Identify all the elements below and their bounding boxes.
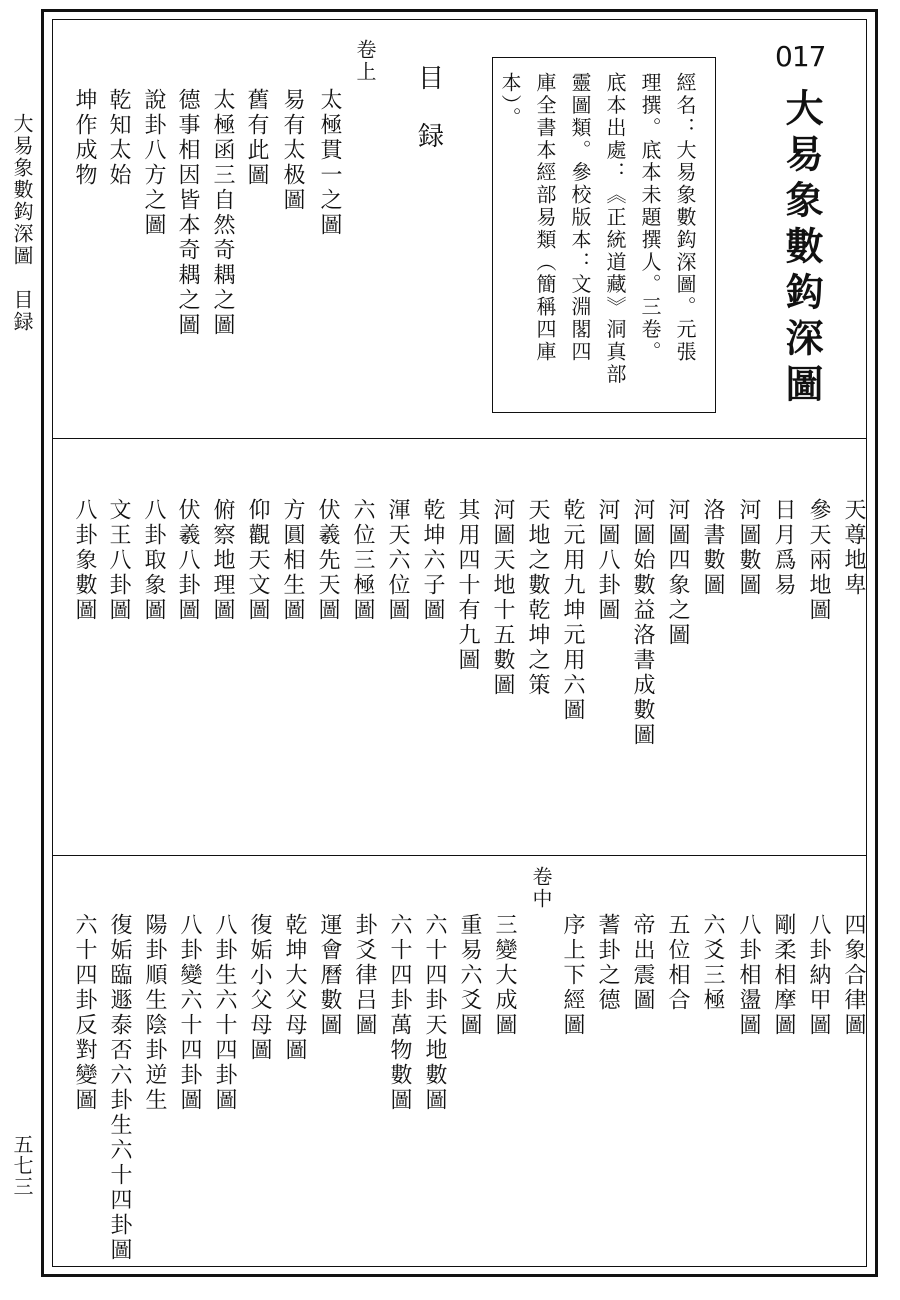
toc-entry: 八卦相盪圖 — [736, 913, 761, 1038]
section-divider — [53, 855, 866, 856]
toc-entry: 其用四十有九圖 — [455, 498, 480, 673]
toc-entry: 坤作成物 — [72, 88, 97, 188]
toc-entry: 八卦納甲圖 — [806, 913, 831, 1038]
toc-entry: 蓍卦之德 — [595, 913, 620, 1013]
toc-entry: 河圖數圖 — [736, 498, 761, 598]
toc-entry: 運會曆數圖 — [317, 913, 342, 1038]
info-line: 理撰。底本未題撰人。三卷。 — [638, 72, 662, 364]
toc-entry: 乾知太始 — [106, 88, 131, 188]
juan-zhong-label: 卷中 — [529, 866, 553, 910]
toc-entry: 渾天六位圖 — [385, 498, 410, 623]
toc-entry: 乾坤大父母圖 — [282, 913, 307, 1063]
toc-entry: 序上下經圖 — [560, 913, 585, 1038]
toc-entry: 易有太极圖 — [280, 88, 305, 213]
toc-entry: 太極貫一之圖 — [317, 88, 342, 238]
toc-entry: 方圓相生圖 — [280, 498, 305, 623]
toc-heading-char: 録 — [418, 122, 445, 152]
info-line: 庫全書本經部易類（簡稱四庫 — [533, 72, 557, 364]
toc-entry: 復姤小父母圖 — [247, 913, 272, 1063]
toc-entry: 文王八卦圖 — [106, 498, 131, 623]
toc-entry: 重易六爻圖 — [457, 913, 482, 1038]
bibliographic-info-box — [492, 57, 716, 413]
toc-entry: 參天兩地圖 — [806, 498, 831, 623]
info-line: 底本出處：《正統道藏》洞真部 — [603, 72, 627, 386]
toc-entry: 三變大成圖 — [492, 913, 517, 1038]
toc-entry: 六爻三極 — [700, 913, 725, 1013]
toc-entry: 洛書數圖 — [700, 498, 725, 598]
toc-entry: 八卦生六十四卦圖 — [212, 913, 237, 1113]
toc-entry: 復姤臨遯泰否六卦生六十四卦圖 — [107, 913, 132, 1263]
toc-entry: 伏羲八卦圖 — [175, 498, 200, 623]
toc-entry: 舊有此圖 — [244, 88, 269, 188]
info-line: 靈圖類。參校版本：文淵閣四 — [568, 72, 592, 364]
toc-entry: 天尊地卑 — [841, 498, 866, 598]
section-divider — [53, 438, 866, 439]
toc-entry: 天地之數乾坤之策 — [525, 498, 550, 698]
toc-entry: 乾元用九坤元用六圖 — [560, 498, 585, 723]
toc-entry: 四象合律圖 — [841, 913, 866, 1038]
info-line: 本）。 — [498, 72, 522, 130]
toc-entry: 卦爻律吕圖 — [352, 913, 377, 1038]
toc-entry: 太極函三自然奇耦之圖 — [210, 88, 235, 338]
toc-entry: 六十四卦萬物數圖 — [387, 913, 412, 1113]
toc-entry: 日月爲易 — [771, 498, 796, 598]
juan-shang-label: 卷上 — [353, 39, 377, 83]
toc-heading-char: 目 — [418, 64, 445, 94]
toc-entry: 乾坤六子圖 — [420, 498, 445, 623]
toc-heading — [418, 66, 444, 150]
side-running-title: 大易象數鈎深圖 目録 — [10, 113, 34, 333]
toc-entry: 河圖天地十五數圖 — [490, 498, 515, 698]
toc-entry: 六位三極圖 — [350, 498, 375, 623]
toc-entry: 仰觀天文圖 — [245, 498, 270, 623]
toc-entry: 河圖八卦圖 — [595, 498, 620, 623]
toc-entry: 說卦八方之圖 — [141, 88, 166, 238]
page-number: 五七三 — [10, 1134, 34, 1197]
toc-entry: 河圖四象之圖 — [665, 498, 690, 648]
toc-entry: 八卦取象圖 — [141, 498, 166, 623]
toc-entry: 伏羲先天圖 — [315, 498, 340, 623]
toc-entry: 八卦象數圖 — [72, 498, 97, 623]
toc-entry: 八卦變六十四卦圖 — [177, 913, 202, 1113]
info-line: 經名：大易象數鈎深圖。元張 — [673, 72, 697, 364]
toc-entry: 五位相合 — [665, 913, 690, 1013]
book-number: 017 — [775, 40, 826, 73]
toc-entry: 德事相因皆本奇耦之圖 — [175, 88, 200, 338]
toc-entry: 六十四卦反對變圖 — [72, 913, 97, 1113]
toc-entry: 剛柔相摩圖 — [771, 913, 796, 1038]
toc-entry: 帝出震圖 — [630, 913, 655, 1013]
book-title: 大易象數鈎深圖 — [779, 88, 823, 410]
toc-entry: 陽卦順生陰卦逆生 — [142, 913, 167, 1113]
toc-entry: 河圖始數益洛書成數圖 — [630, 498, 655, 748]
toc-entry: 六十四卦天地數圖 — [422, 913, 447, 1113]
toc-entry: 俯察地理圖 — [210, 498, 235, 623]
